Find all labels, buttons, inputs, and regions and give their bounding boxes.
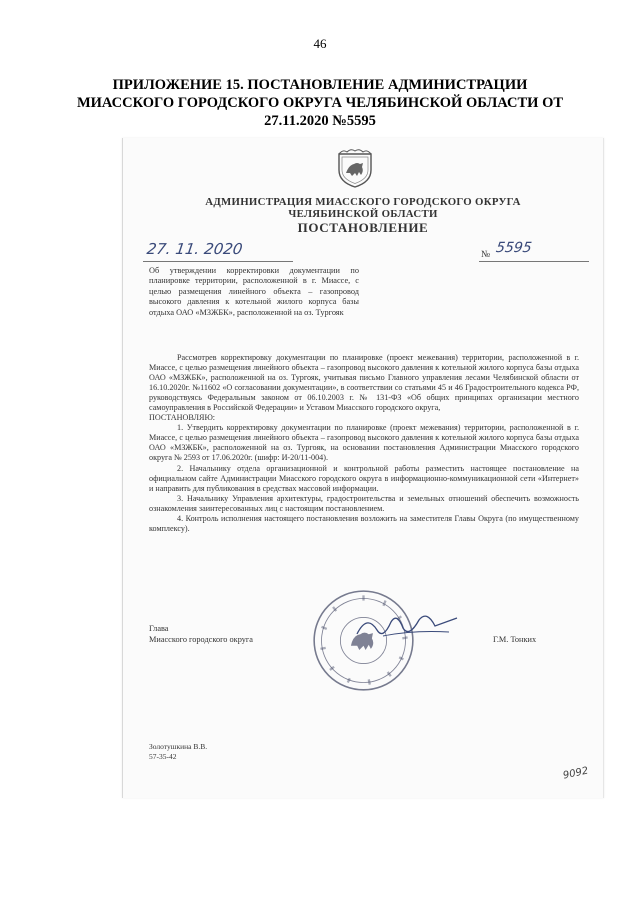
executor-info	[149, 742, 207, 761]
handwritten-page-mark: 9092	[562, 765, 590, 782]
handwritten-number: 5595	[494, 240, 533, 256]
signatory-position-line: Миасского городского округа	[149, 634, 253, 644]
body-paragraph: 2. Начальнику отдела организационной и контрольной работы разместить настоящее постановление на официальном сайте Администрации Миасского городского округа в информационно-коммуникационной сети «Интернет» и направить для публикования в средствах массовой информации.	[149, 463, 579, 493]
signatory-position	[149, 624, 253, 645]
appendix-title-line: ПРИЛОЖЕНИЕ 15. ПОСТАНОВЛЕНИЕ АДМИНИСТРАЦИИ	[112, 77, 528, 93]
executor-phone: 57-35-42	[149, 751, 177, 761]
body-paragraph: 4. Контроль исполнения настоящего постановления возложить на заместителя Главы Округа (по имущественному комплексу).	[149, 513, 579, 533]
appendix-title	[60, 76, 580, 130]
body-paragraph: 1. Утвердить корректировку документации по планировке (проект межевания) территории, расположенной в г. Миассе, с целью размещения линейного объекта – газопровод высокого давления к котельной жилого корпуса базы отдыха ОАО «МЗЖБК», расположенной на оз. Тургояк, на основании постановления Администрации Миасского городского округа № 2593 от 17.06.2020г. (шифр: И-20/11-004).	[149, 423, 579, 463]
number-underline	[479, 261, 589, 262]
executor-name: Золотушкина В.В.	[149, 742, 208, 751]
handwritten-date: 27. 11. 2020	[145, 240, 244, 258]
number-sign: №	[481, 250, 491, 260]
administration-title-line: АДМИНИСТРАЦИЯ МИАССКОГО ГОРОДСКОГО ОКРУГА	[205, 196, 521, 208]
date-underline	[143, 261, 293, 262]
signatory-position-line: Глава	[149, 624, 169, 633]
body-paragraph: Рассмотрев корректировку документации по планировке (проект межевания) территории, расположенной в г. Миассе, с целью размещения линейного объекта – газопровод высокого давления к котельной жилого корпуса базы отдыха ОАО «МЗЖБК», расположенной на оз. Тургояк, учитывая письмо Главного управления лесами Челябинской области от 16.10.2020г. №11602 «О согласовании документации», в соответствии со статьями 45 и 46 Градостроительного кодекса РФ, руководствуясь Федеральным законом от 06.10.2003 г. № 131-ФЗ «Об общих принципах организации местного самоуправления в Российской Федерации» и Уставом Миасского городского округа,	[149, 353, 579, 413]
signatory-name: Г.М. Тонких	[493, 635, 537, 644]
administration-title-line: ЧЕЛЯБИНСКОЙ ОБЛАСТИ	[288, 208, 438, 220]
resolution-body	[149, 353, 579, 534]
handwritten-signature	[353, 610, 463, 642]
scanned-resolution	[122, 138, 604, 798]
appendix-title-line: МИАССКОГО ГОРОДСКОГО ОКРУГА ЧЕЛЯБИНСКОЙ ОБЛАСТИ ОТ	[76, 95, 564, 111]
document-subject: Об утверждении корректировки документации по планировке территории, расположенной в г. Миассе, с целью размещения линейного объекта – газопровод высокого давления к котельной жилого корпуса базы отдыха ОАО «МЗЖБК», расположенной на оз. Тургояк	[149, 266, 359, 317]
body-paragraph: 3. Начальнику Управления архитектуры, градостроительства и земельных отношений обеспечить возможность ознакомления заинтересованных лиц с настоящим постановлением.	[149, 493, 579, 513]
appendix-title-line: 27.11.2020 №5595	[264, 113, 376, 129]
resolve-heading: ПОСТАНОВЛЯЮ:	[149, 413, 216, 423]
page-number: 46	[313, 36, 327, 51]
administration-title	[143, 196, 583, 220]
city-coat-of-arms-icon	[333, 146, 377, 190]
document-type: ПОСТАНОВЛЕНИЕ	[297, 220, 429, 235]
